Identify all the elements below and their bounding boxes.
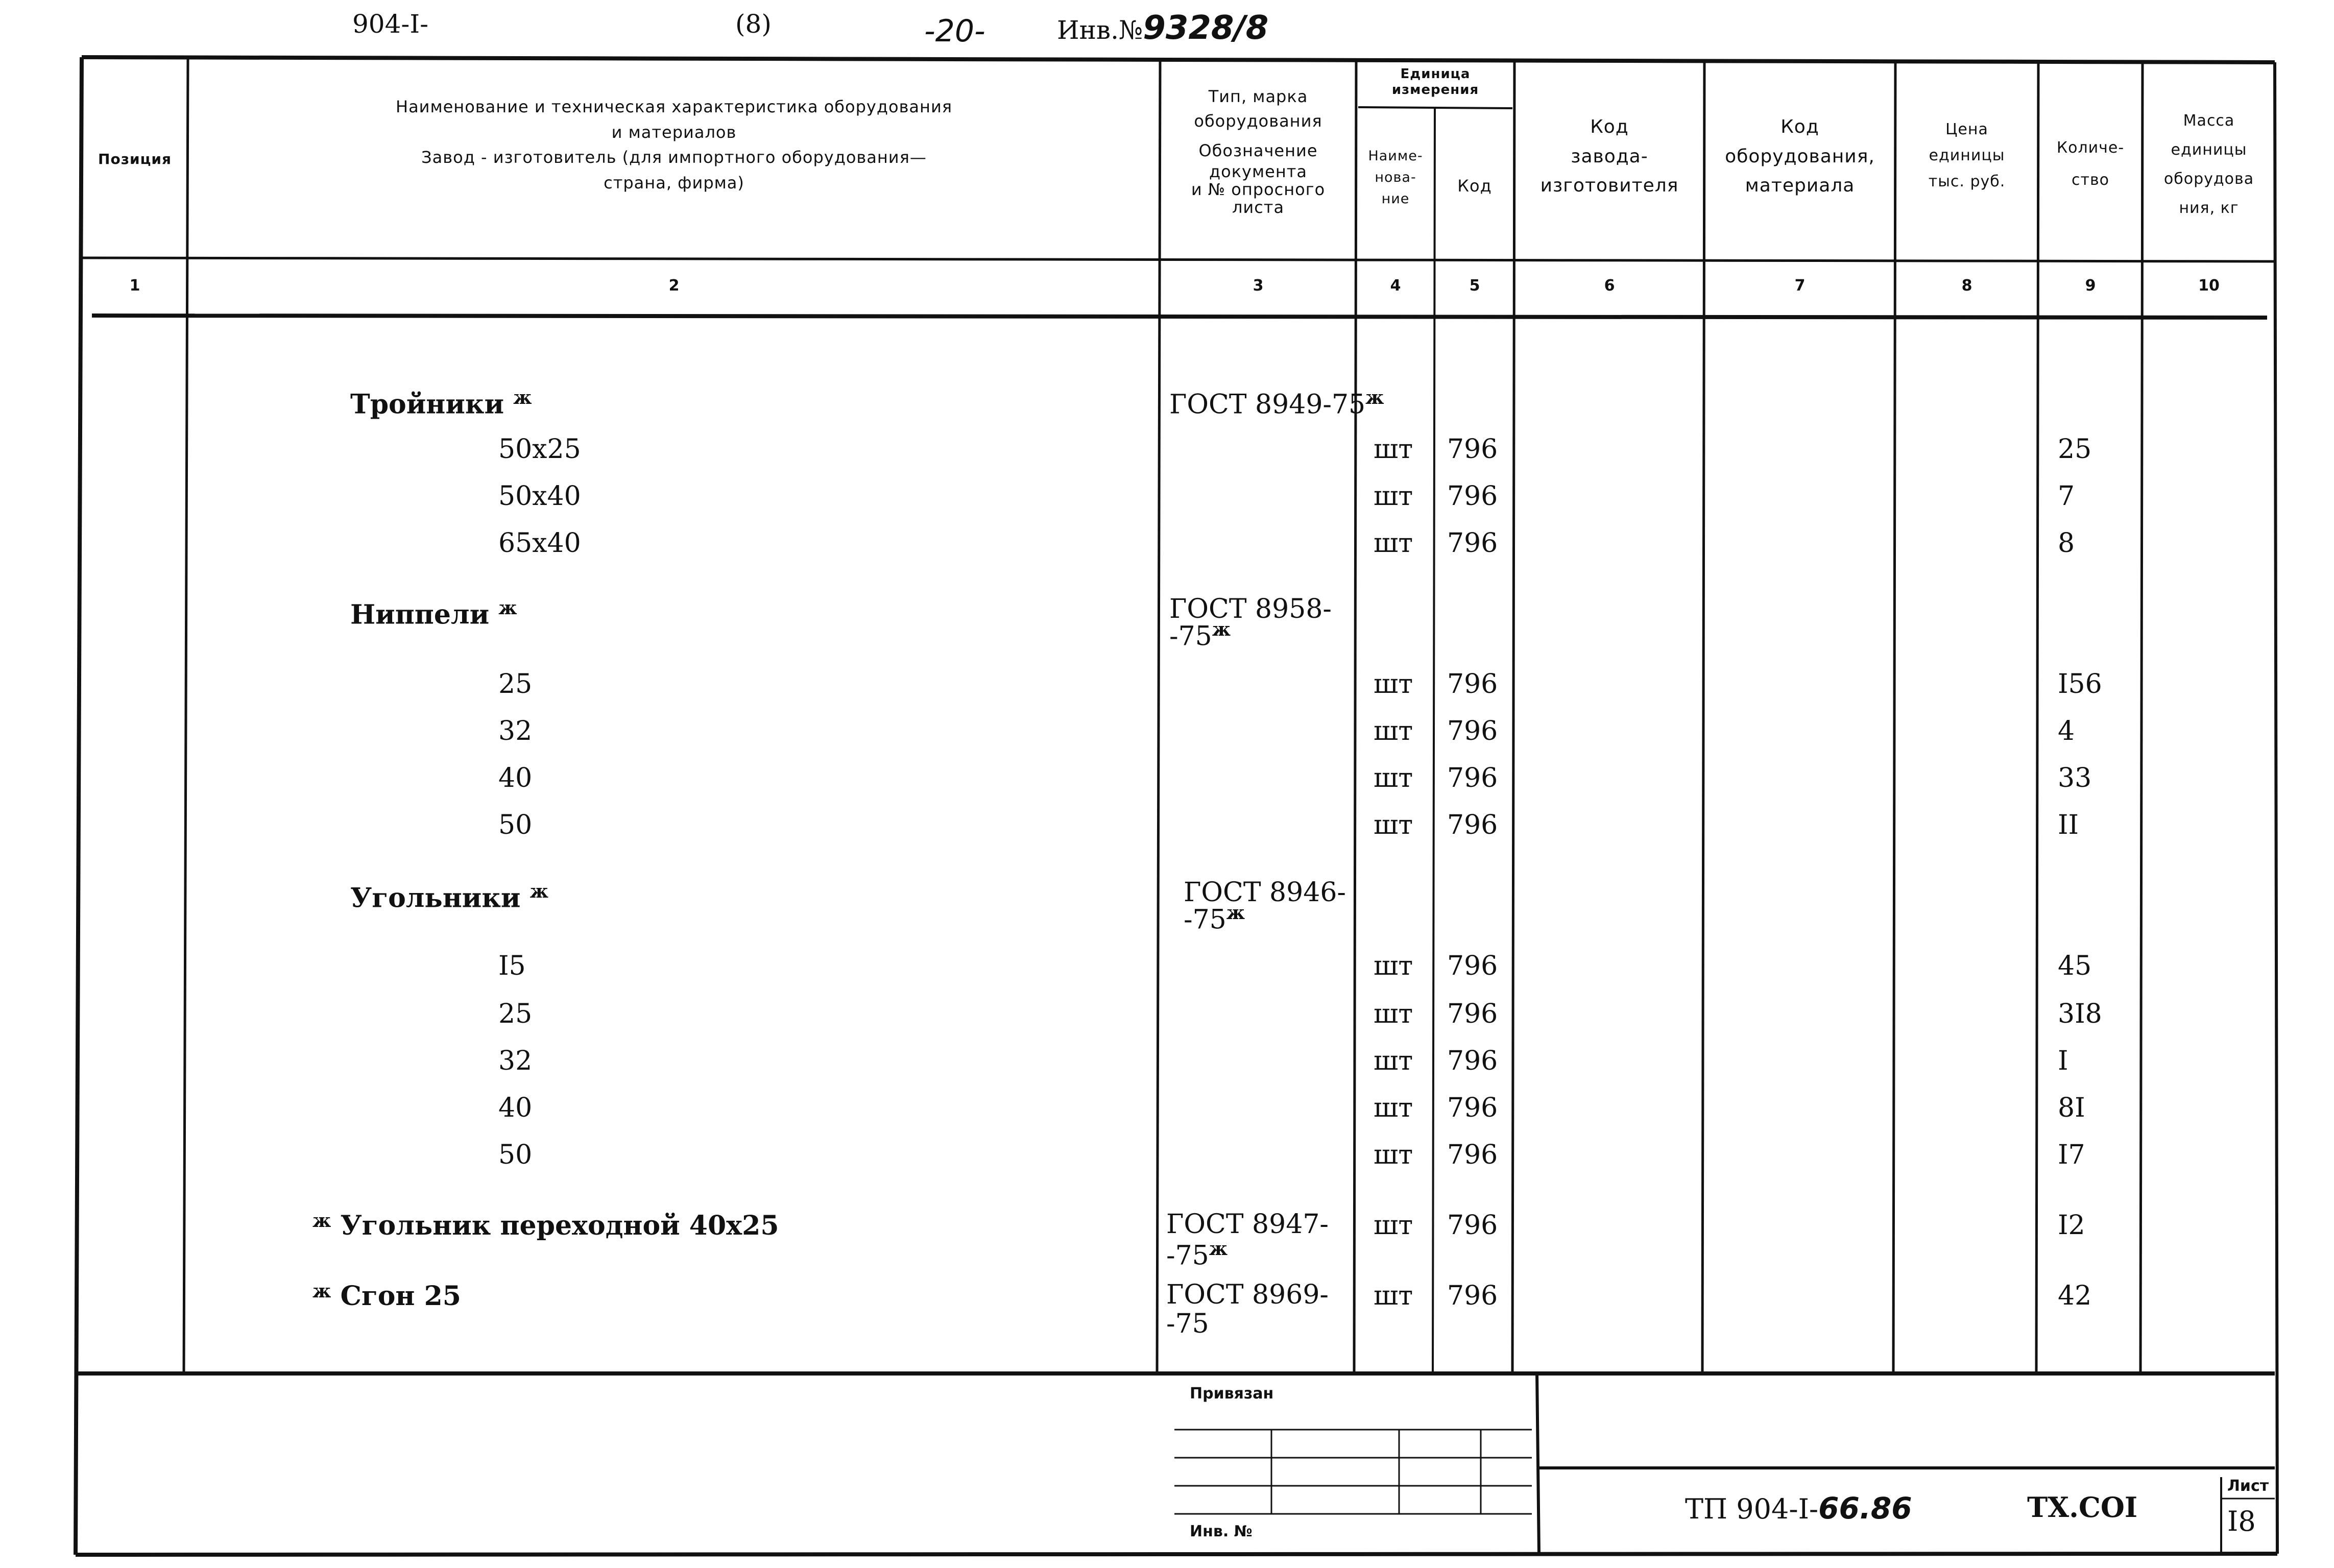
page-number: -20- — [924, 13, 985, 49]
col-header-unit-name: Наиме- нова- ние — [1368, 148, 1423, 207]
col-number-3: 3 — [1253, 277, 1264, 295]
row-qty: 7 — [2058, 481, 2075, 512]
col-header-equipment-code: Код оборудования, материала — [1725, 116, 1875, 197]
group-gost-nipples: ГОСТ 8958- $-75^ж$ — [1169, 594, 1332, 652]
row-name-coupling: $^ж$ Сгон 25 — [312, 1281, 461, 1312]
asterisk-mark: ж — [1209, 1238, 1228, 1260]
row-unit: шт — [1374, 1093, 1413, 1123]
row-code: 796 — [1447, 951, 1498, 981]
row-name: I5 — [498, 951, 526, 981]
row-qty: I2 — [2058, 1210, 2085, 1241]
col-number-6: 6 — [1604, 277, 1615, 295]
row-unit: шт — [1374, 481, 1413, 512]
row-unit: шт — [1374, 999, 1413, 1029]
row-name: 50 — [498, 1140, 533, 1170]
row-gost-coupling: ГОСТ 8969- -75 — [1166, 1280, 1329, 1340]
row-name: 25 — [498, 669, 533, 699]
row-qty: 33 — [2058, 763, 2092, 793]
asterisk-mark: ж — [1226, 902, 1245, 924]
row-code: 796 — [1447, 1046, 1498, 1076]
col-header-mass: Масса единицы оборудова ния, кг — [2163, 112, 2254, 217]
sheet-label: Лист — [2227, 1477, 2269, 1495]
col-number-1: 1 — [129, 277, 140, 295]
row-code: 796 — [1447, 999, 1498, 1029]
group-gost-elbows: ГОСТ 8946- $-75^ж$ — [1184, 877, 1346, 935]
row-name: 50х40 — [498, 481, 581, 512]
row-code: 796 — [1447, 763, 1498, 793]
row-code: 796 — [1447, 434, 1498, 465]
row-unit: шт — [1374, 1210, 1413, 1241]
col-number-2: 2 — [668, 277, 680, 295]
col-number-10: 10 — [2198, 277, 2220, 295]
row-code: 796 — [1447, 716, 1498, 746]
row-unit: шт — [1374, 1281, 1413, 1311]
row-unit: шт — [1374, 1140, 1413, 1170]
row-qty: II — [2058, 810, 2079, 840]
row-name: 32 — [498, 1046, 533, 1076]
asterisk-mark: ж — [498, 597, 517, 619]
col-number-4: 4 — [1390, 277, 1401, 295]
row-qty: I — [2058, 1046, 2068, 1076]
group-name-tees: Тройники $^ж$ — [350, 387, 532, 420]
row-qty: 25 — [2058, 434, 2092, 465]
row-name: 25 — [498, 999, 533, 1029]
row-name: 40 — [498, 1093, 533, 1123]
row-qty: 3I8 — [2058, 999, 2102, 1029]
col-number-7: 7 — [1794, 277, 1806, 295]
asterisk-mark: ж — [312, 1210, 331, 1232]
row-qty: 45 — [2058, 951, 2092, 981]
col-header-type: Тип, марка оборудования Обозначение документа и № опросного листа — [1191, 87, 1326, 218]
row-qty: 42 — [2058, 1281, 2092, 1311]
col-header-plant-code: Код завода- изготовителя — [1540, 116, 1679, 197]
col-number-8: 8 — [1961, 277, 1972, 295]
row-unit: шт — [1374, 1046, 1413, 1076]
asterisk-mark: ж — [312, 1281, 331, 1302]
row-qty: I56 — [2058, 669, 2102, 699]
col-header-name: Наименование и техническая характеристика оборудования и материалов Завод - изготовитель (для импортного оборудования— страна, фирма) — [396, 97, 952, 192]
row-code: 796 — [1447, 481, 1498, 512]
col-number-9: 9 — [2085, 277, 2096, 295]
row-unit: шт — [1374, 810, 1413, 840]
document-code: ТП 904-I-66.86 — [1685, 1491, 1912, 1526]
row-name: 65х40 — [498, 528, 581, 559]
row-qty: 4 — [2058, 716, 2075, 746]
series-code: 904-I- — [352, 9, 428, 39]
col-header-quantity: Количе- ство — [2056, 139, 2125, 189]
row-code: 796 — [1447, 1093, 1498, 1123]
row-unit: шт — [1374, 716, 1413, 746]
linked-label: Привязан — [1190, 1385, 1274, 1403]
group-gost-tees: ГОСТ $8949-75^ж$ — [1169, 387, 1384, 420]
row-code: 796 — [1447, 810, 1498, 840]
col-number-5: 5 — [1469, 277, 1480, 295]
row-qty: I7 — [2058, 1140, 2085, 1170]
asterisk-mark: ж — [1212, 618, 1231, 640]
col-header-unit-code: Код — [1457, 176, 1492, 196]
col-header-price: Цена единицы тыс. руб. — [1928, 120, 2006, 190]
row-unit: шт — [1374, 528, 1413, 559]
inventory-number-label: Инв. № — [1190, 1523, 1253, 1540]
col-header-unit-group: Единица измерения — [1391, 66, 1479, 98]
row-code: 796 — [1447, 669, 1498, 699]
row-qty: 8 — [2058, 528, 2075, 559]
inv-number: 9328/8 — [1143, 9, 1269, 47]
row-name: 40 — [498, 763, 533, 793]
asterisk-mark: ж — [1365, 387, 1384, 408]
row-name: 32 — [498, 716, 533, 746]
sheet-paren-number: (8) — [735, 9, 772, 39]
col-header-position: Позиция — [98, 151, 172, 167]
row-code: 796 — [1447, 1281, 1498, 1311]
group-name-elbows: Угольники $^ж$ — [350, 881, 548, 914]
row-unit: шт — [1374, 434, 1413, 465]
row-unit: шт — [1374, 669, 1413, 699]
sheet-number: I8 — [2227, 1505, 2256, 1537]
asterisk-mark: ж — [530, 881, 548, 902]
row-name: 50х25 — [498, 434, 581, 465]
row-qty: 8I — [2058, 1093, 2085, 1123]
row-code: 796 — [1447, 1140, 1498, 1170]
row-code: 796 — [1447, 528, 1498, 559]
row-unit: шт — [1374, 763, 1413, 793]
inv-label: Инв.№ — [1057, 15, 1143, 45]
row-code: 796 — [1447, 1210, 1498, 1241]
section-mark: ТХ.СОI — [2027, 1491, 2138, 1524]
group-name-nipples: Ниппели $^ж$ — [350, 597, 517, 631]
asterisk-mark: ж — [513, 387, 532, 408]
row-name: 50 — [498, 810, 533, 840]
row-gost-reducing-elbow: ГОСТ 8947- $-75^ж$ — [1166, 1209, 1329, 1271]
row-name-reducing-elbow: $^ж$ Угольник переходной 40х25 — [312, 1210, 779, 1241]
row-unit: шт — [1374, 951, 1413, 981]
